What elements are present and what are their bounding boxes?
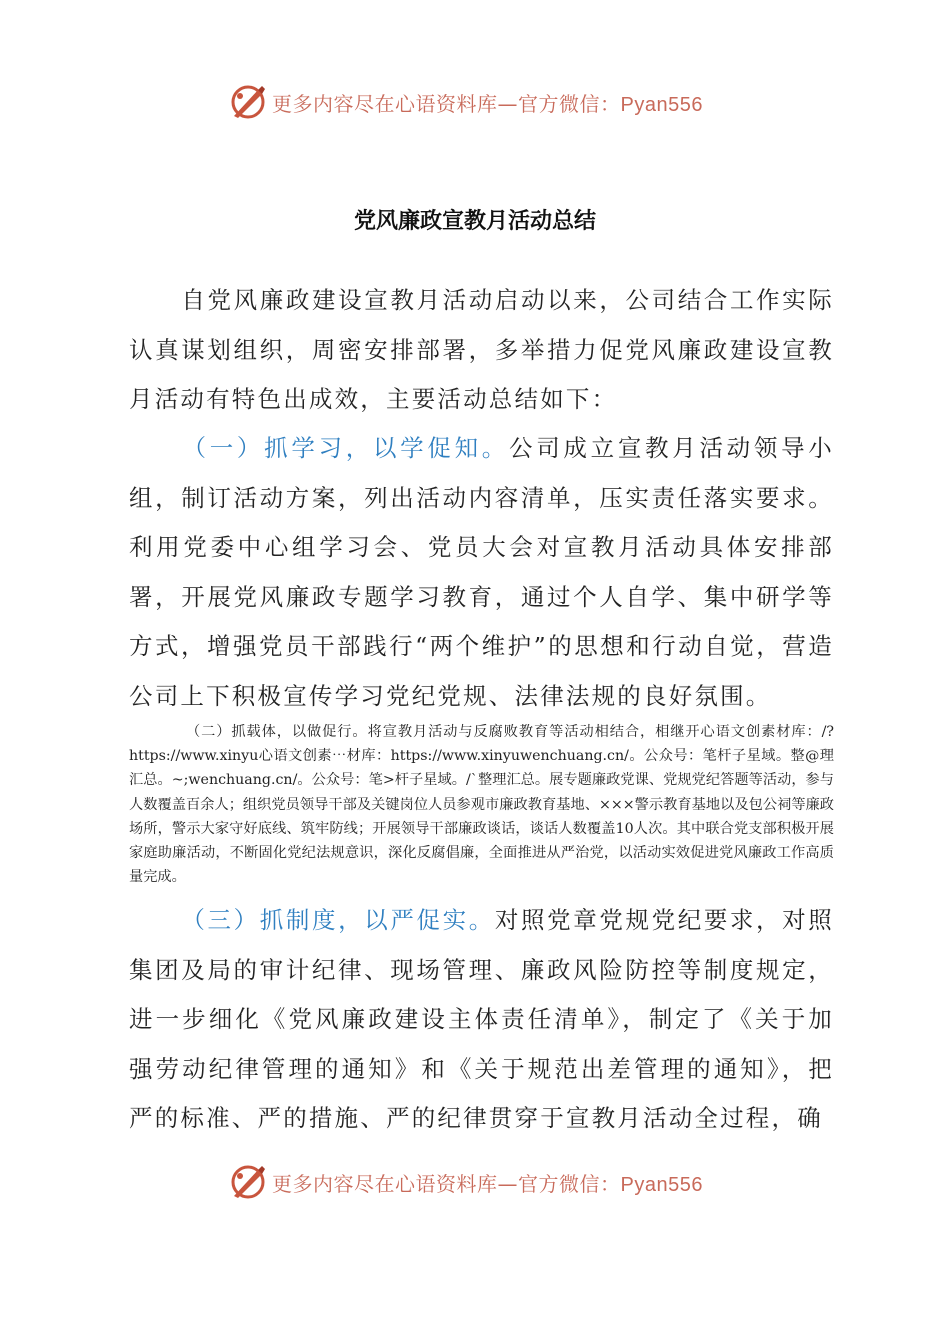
- section-1-paragraph: [129, 424, 834, 722]
- footer-banner-text: 更多内容尽在心语资料库—官方微信：Pyan556: [272, 1171, 703, 1196]
- footer-banner: [228, 1160, 748, 1204]
- section-3-heading: （三）抓制度，以严促实。: [181, 906, 495, 934]
- pen-logo-icon: [228, 1162, 268, 1202]
- section-1-body: 公司成立宣教月活动领导小组，制订活动方案，列出活动内容清单，压实责任落实要求。利用党委中心组学习会、党员大会对宣教月活动具体安排部署，开展党风廉政专题学习教育，通过个人自学、集中研学等方式，增强党员干部践行“两个维护”的思想和行动自觉，营造公司上下积极宣传学习党纪党规、法律法规的良好氛围。: [129, 434, 835, 710]
- header-banner: [228, 80, 748, 124]
- section-3-body: 对照党章党规党纪要求，对照集团及局的审计纪律、现场管理、廉政风险防控等制度规定，进一步细化《党风廉政建设主体责任清单》，制定了《关于加强劳动纪律管理的通知》和《关于规范出差管理的通知》，把严的标准、严的措施、严的纪律贯穿于宣教月活动全过程，确: [129, 906, 834, 1133]
- page-title: 党风廉政宣教月活动总结: [353, 209, 596, 234]
- header-banner-text: 更多内容尽在心语资料库—官方微信：Pyan556: [272, 91, 703, 116]
- pen-logo-icon: [228, 82, 268, 122]
- section-1-heading: （一）抓学习，以学促知。: [181, 434, 510, 462]
- section-3-paragraph: [129, 896, 834, 1144]
- section-2-paragraph: （二）抓载体，以做促行。将宣教月活动与反腐败教育等活动相结合，相继开心语文创素材库：/?https://www.xinyu心语文创素⋯材库：https://www.xinyuwenchuang.cn/。公众号：笔杆子星域。整@理汇总。~;wenchuang.cn/。公众号：笔>杆子星域。/`整理汇总。展专题廉政党课、党规党纪答题等活动，参与人数覆盖百余人；组织党员领导干部及关键岗位人员参观市廉政教育基地、×××警示教育基地以及包公祠等廉政场所，警示大家守好底线、筑牢防线；开展领导干部廉政谈话，谈话人数覆盖10人次。其中联合党支部积极开展家庭助廉活动，不断固化党纪法规意识，深化反腐倡廉，全面推进从严治党，以活动实效促进党风廉政工作高质量完成。: [129, 724, 834, 886]
- intro-paragraph: 自党风廉政建设宣教月活动启动以来，公司结合工作实际认真谋划组织，周密安排部署，多举措力促党风廉政建设宣教月活动有特色出成效，主要活动总结如下：: [129, 286, 834, 414]
